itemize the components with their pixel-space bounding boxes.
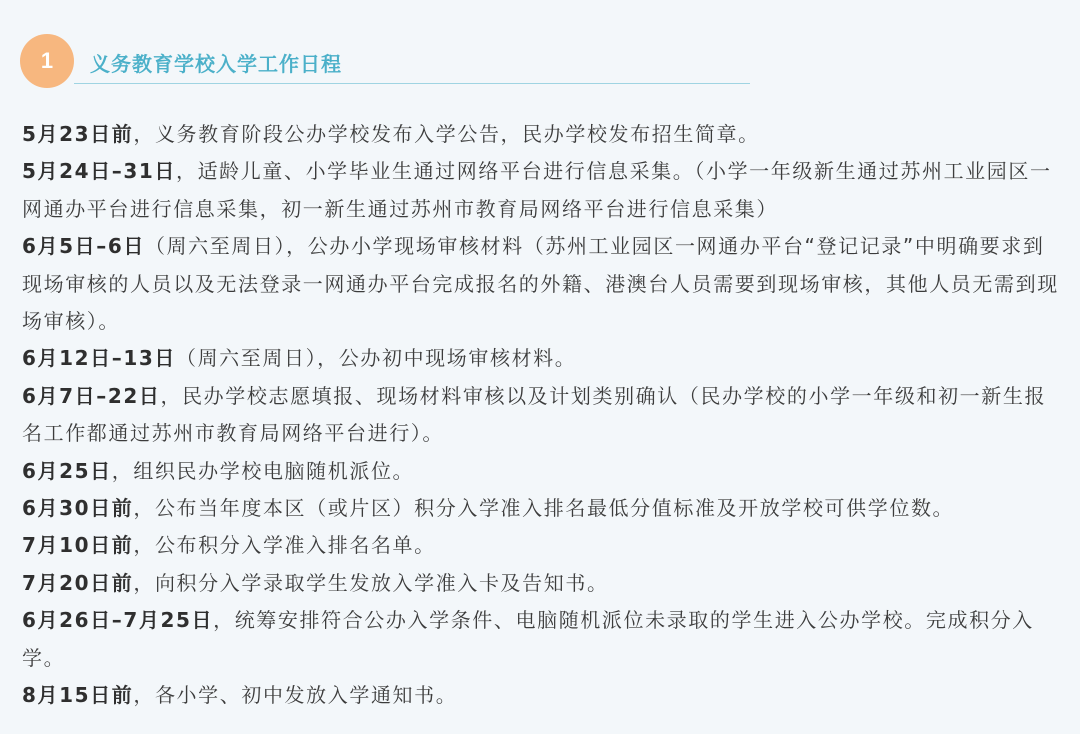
section-title: 义务教育学校入学工作日程 <box>90 52 342 76</box>
header-divider <box>74 83 750 84</box>
schedule-entry <box>22 340 1062 377</box>
schedule-entry <box>22 153 1062 228</box>
entry-date: 8月15日前 <box>22 683 134 708</box>
schedule-entry <box>22 602 1062 677</box>
schedule-entry <box>22 116 1062 153</box>
entry-text: ，公布积分入学准入排名名单。 <box>133 533 436 558</box>
entry-text: ，民办学校志愿填报、现场材料审核以及计划类别确认（民办学校的小学一年级和初一新生报名工作都通过苏州市教育局网络平台进行）。 <box>22 383 1047 446</box>
entry-date: 6月30日前 <box>22 496 134 521</box>
entry-text: （周六至周日），公办小学现场审核材料（苏州工业园区一网通办平台“登记记录”中明确要求到现场审核的人员以及无法登录一网通办平台完成报名的外籍、港澳台人员需要到现场审核，其他人员无需到现场审核）。 <box>22 234 1059 334</box>
entry-text: ，公布当年度本区（或片区）积分入学准入排名最低分值标准及开放学校可供学位数。 <box>133 496 955 521</box>
entry-date: 5月24日–31日 <box>22 159 176 184</box>
entry-text: ，义务教育阶段公办学校发布入学公告，民办学校发布招生简章。 <box>133 122 760 146</box>
entry-date: 6月12日–13日 <box>22 346 176 371</box>
schedule-entry <box>22 677 1062 714</box>
schedule-list <box>22 116 1062 715</box>
entry-date: 6月7日–22日 <box>22 383 161 408</box>
entry-date: 5月23日前 <box>22 122 134 146</box>
schedule-entry <box>22 527 1062 564</box>
entry-text: ，向积分入学录取学生发放入学准入卡及告知书。 <box>133 570 609 595</box>
entry-date: 6月26日–7月25日 <box>22 608 214 633</box>
schedule-entry <box>22 378 1062 453</box>
entry-date: 6月25日 <box>22 458 112 483</box>
section-number-badge: 1 <box>20 34 74 88</box>
entry-text: ，统筹安排符合公办入学条件、电脑随机派位未录取的学生进入公办学校。完成积分入学。 <box>22 608 1034 670</box>
entry-date: 6月5日–6日 <box>22 234 145 259</box>
schedule-entry <box>22 565 1062 602</box>
entry-date: 7月20日前 <box>22 570 134 595</box>
entry-text: ，组织民办学校电脑随机派位。 <box>111 458 415 483</box>
entry-text: ，各小学、初中发放入学通知书。 <box>133 683 458 708</box>
entry-date: 7月10日前 <box>22 533 134 558</box>
schedule-entry <box>22 490 1062 527</box>
section-header <box>20 34 750 86</box>
entry-text: ，适龄儿童、小学毕业生通过网络平台进行信息采集。（小学一年级新生通过苏州工业园区一网通办平台进行信息采集，初一新生通过苏州市教育局网络平台进行信息采集） <box>22 159 1052 221</box>
schedule-entry <box>22 453 1062 490</box>
entry-text: （周六至周日），公办初中现场审核材料。 <box>175 346 577 371</box>
schedule-entry <box>22 228 1062 340</box>
